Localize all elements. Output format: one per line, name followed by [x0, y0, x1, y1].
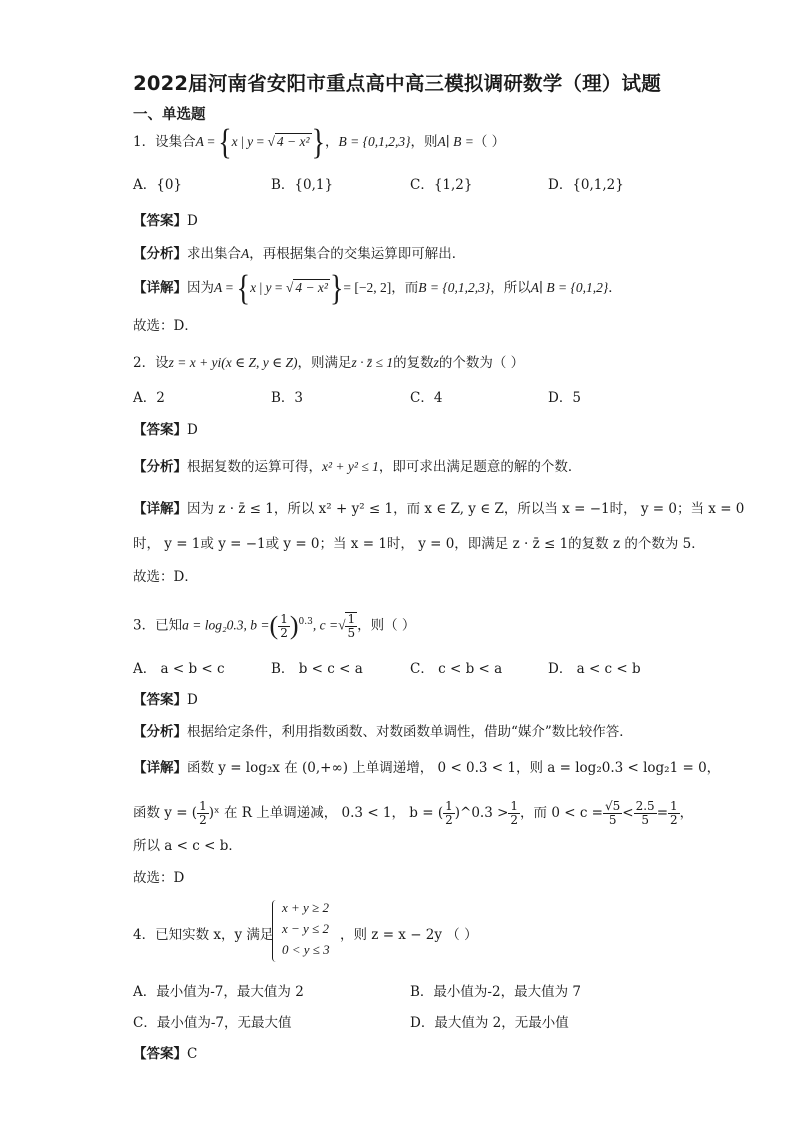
q4-option-b: B．最小值为-2，最大值为 7 [410, 984, 581, 1000]
q1-detail: 【详解】因为A = {x | y = √ 4 − x²}= [−2, 2]，而B = {0,1,2,3}，所以A∣ B = {0,1,2}． [133, 267, 622, 308]
q2-answer: 【答案】D [133, 422, 198, 438]
q3-answer: 【答案】D [133, 692, 198, 708]
q2-choose: 故选：D． [133, 569, 198, 585]
q3-detail-line2: 函数 y = ( $\frac{1}{2}$ )ˣ 在 R 上单调递减， 0.3 < 1， b = ( $\frac{1}{2}$ )^0.3 > $\frac{1}{2}$ ，而 0 < c = $\frac{√5}{5}$ < $\frac{2.5}{5}$ = $\frac{1}{2}$ ， [133, 799, 694, 827]
q4-answer: 【答案】C [133, 1046, 198, 1062]
q4-option-c: C．最小值为-7，无最大值 [133, 1015, 292, 1031]
q1-option-c: C．{1,2} [410, 177, 473, 193]
q4-stem-b: ，则 z = x − 2y （ ） [340, 927, 478, 943]
q2-option-d: D．5 [548, 390, 581, 406]
q4-option-a: A．最小值为-7，最大值为 2 [133, 984, 304, 1000]
q2-option-c: C．4 [410, 390, 443, 406]
q3-option-a: A． a < b < c [133, 661, 225, 677]
q3-analysis: 【分析】根据给定条件，利用指数函数、对数函数单调性，借助“媒介”数比较作答． [133, 724, 633, 740]
q2-stem: 2．设z = x + yi(x ∈ Z, y ∈ Z)，则满足z · z̄ ≤ 1的复数z的个数为（ ） [133, 355, 525, 371]
q3-choose: 故选：D [133, 870, 185, 886]
q1-choose: 故选：D． [133, 318, 198, 334]
q3-detail-line1: 【详解】函数 y = log₂x 在 (0,+∞) 上单调递增， 0 < 0.3 < 1，则 a = log₂0.3 < log₂1 = 0， [133, 760, 721, 776]
q1-stem: 1．设集合A = {x | y = √ 4 − x²}，B = {0,1,2,3}，则A∣ B =（ ） [133, 121, 506, 162]
q2-detail-line1: 【详解】因为 z · z̄ ≤ 1，所以 x² + y² ≤ 1，而 x ∈ Z, y ∈ Z，所以当 x = −1时， y = 0；当 x = 0 [133, 501, 745, 517]
q2-option-a: A．2 [133, 390, 165, 406]
q4-option-d: D．最大值为 2，无最小值 [410, 1015, 569, 1031]
q3-stem: 3．已知a = log₂0.3, b =( $\frac{1}{2}$ )$^{0.3}$, c =√ $\frac{1}{5}$ ，则（ ） [133, 611, 416, 640]
q3-option-c: C． c < b < a [410, 661, 503, 677]
q1-option-b: B．{0,1} [271, 177, 334, 193]
q3-option-b: B． b < c < a [271, 661, 363, 677]
page-title: 2022届河南省安阳市重点高中高三模拟调研数学（理）试题 [133, 72, 661, 95]
document-page: 2022届河南省安阳市重点高中高三模拟调研数学（理）试题 一、单选题 1．设集合A = {x | y = √ 4 − x²}，B = {0,1,2,3}，则A∣ B =（ ） A．{0} B．{0,1} C．{1,2} D．{0,1,2} 【答案】D 【分析】求出集合A，再根据集合的交集运算即可解出． 【详解】因为A = {x | y = √ 4 − x²}= [−2, 2]，而B = {0,1,2,3}，所以A∣ B = {0,1,2}． 故选：D． 2．设z = x + yi(x ∈ Z, y ∈ Z)，则满足z · z̄ ≤ 1的复数z的个数为（ ） A．2 B．3 C．4 D．5 【答案】D 【分析】根据复数的运算可得，x² + y² ≤ 1，即可求出满足题意的解的个数． 【详解】因为 z · z̄ ≤ 1，所以 x² + y² ≤ 1，而 x ∈ Z, y ∈ Z，所以当 x = −1时， y = 0；当 x = 0 时， y = 1或 y = −1或 y = 0；当 x = 1时， y = 0，即满足 z · z̄ ≤ 1的复数 z 的个数为 5． 故选：D． 3．已知a = log₂0.3, b =( $\frac{1}{2}$ )$^{0.3}$, c =√ $\frac{1}{5}$ ，则（ ） A． a < b < c B． b < c < a C． c < b < a D． a < c < b 【答案】D 【分析】根据给定条件，利用指数函数、对数函数单调性，借助“媒介”数比较作答． 【详解】函数 y = log₂x 在 (0,+∞) 上单调递增， 0 < 0.3 < 1，则 a = log₂0.3 < log₂1 = 0， 函数 y = ( $\frac{1}{2}$ )ˣ 在 R 上单调递减， 0.3 < 1， b = ( $\frac{1}{2}$ )^0.3 > $\frac{1}{2}$ ，而 0 < c = $\frac{√5}{5}$ < $\frac{2.5}{5}$ = $\frac{1}{2}$ ， 所以 a < c < b． 故选：D 4．已知实数 x，y 满足 x + y ≥ 2 x − y ≤ 2 0 < y ≤ 3 ，则 z = x − 2y （ ） A．最小值为-7，最大值为 2 B．最小值为-2，最大值为 7 C．最小值为-7，无最大值 D．最大值为 2，无最小值 【答案】C [0, 0, 794, 1123]
q3-option-d: D． a < c < b [548, 661, 641, 677]
q2-option-b: B．3 [271, 390, 304, 406]
q1-answer: 【答案】D [133, 213, 198, 229]
q1-option-d: D．{0,1,2} [548, 177, 624, 193]
section-heading: 一、单选题 [133, 107, 206, 123]
q3-detail-line3: 所以 a < c < b． [133, 838, 242, 854]
q2-analysis: 【分析】根据复数的运算可得，x² + y² ≤ 1，即可求出满足题意的解的个数． [133, 459, 582, 475]
q2-detail-line2: 时， y = 1或 y = −1或 y = 0；当 x = 1时， y = 0，即满足 z · z̄ ≤ 1的复数 z 的个数为 5． [133, 536, 705, 552]
q1-option-a: A．{0} [133, 177, 183, 193]
q4-stem-a: 4．已知实数 x，y 满足 [133, 927, 274, 943]
q1-analysis: 【分析】求出集合A，再根据集合的交集运算即可解出． [133, 246, 466, 262]
